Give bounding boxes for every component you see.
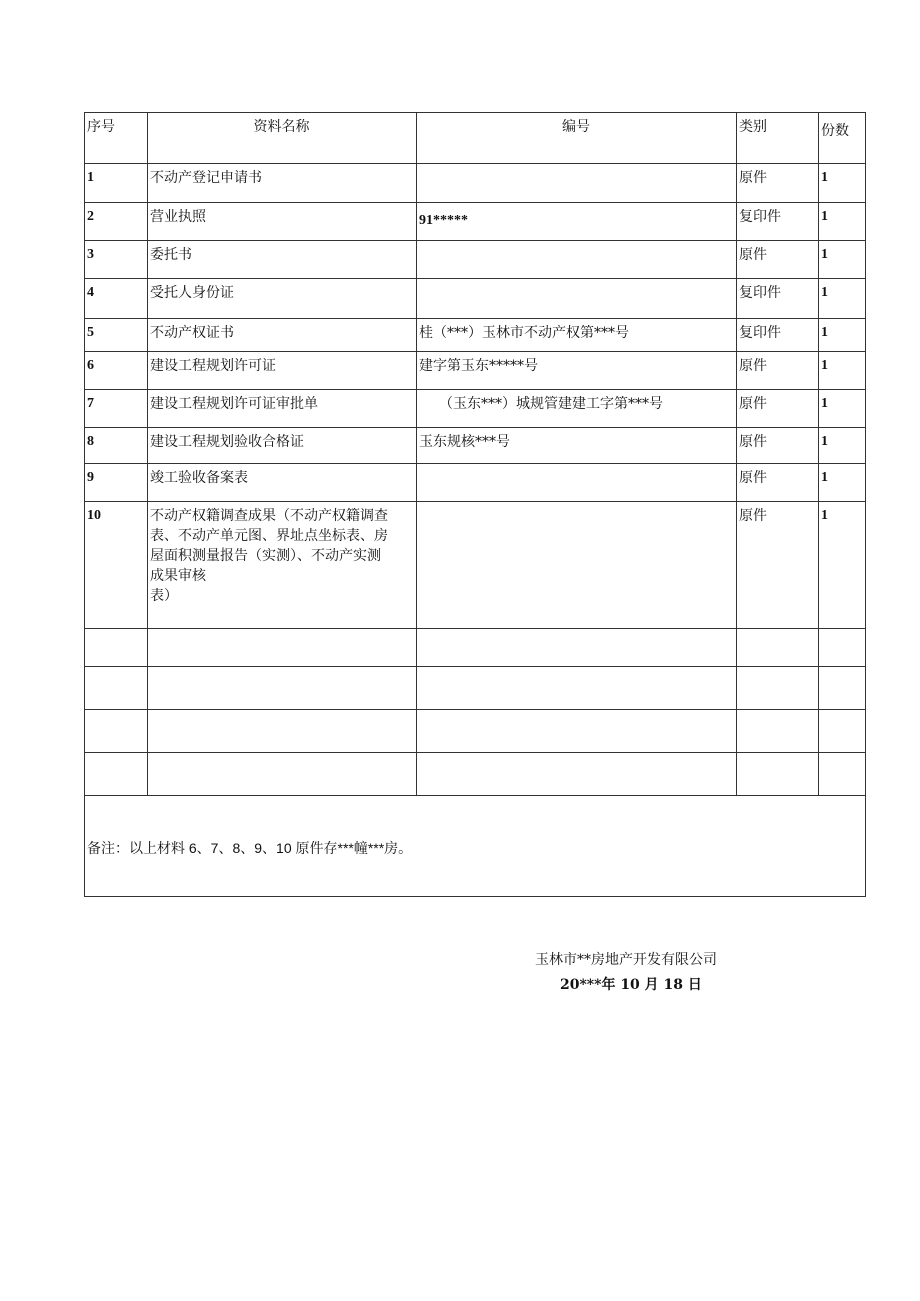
materials-table (84, 112, 866, 897)
row-category: 复印件 (737, 279, 819, 319)
row-name: 营业执照 (148, 203, 417, 241)
empty-cell (737, 629, 819, 667)
empty-cell (819, 753, 866, 796)
empty-row (85, 667, 866, 710)
table-header-row (85, 113, 866, 164)
row-seq: 2 (85, 203, 148, 241)
row-number: 建字第玉东*****号 (417, 352, 737, 390)
row-seq: 9 (85, 464, 148, 502)
empty-cell (417, 710, 737, 753)
row-seq: 6 (85, 352, 148, 390)
empty-cell (417, 629, 737, 667)
row-number (417, 279, 737, 319)
empty-cell (85, 710, 148, 753)
row-copies: 1 (819, 390, 866, 428)
row-number: 玉东规核***号 (417, 428, 737, 464)
empty-cell (819, 629, 866, 667)
table-row (85, 203, 866, 241)
empty-cell (148, 629, 417, 667)
row-name-line: 成果审核 (150, 568, 206, 584)
row-copies: 1 (819, 203, 866, 241)
row-copies: 1 (819, 241, 866, 279)
row-category: 原件 (737, 352, 819, 390)
empty-cell (737, 710, 819, 753)
table-row (85, 241, 866, 279)
table-row (85, 464, 866, 502)
empty-row (85, 710, 866, 753)
row-category: 原件 (737, 390, 819, 428)
row-category: 复印件 (737, 319, 819, 352)
table-row (85, 352, 866, 390)
notes-row (85, 796, 866, 897)
row-name: 受托人身份证 (148, 279, 417, 319)
row-number (417, 164, 737, 203)
table-row (85, 428, 866, 464)
row-name: 委托书 (148, 241, 417, 279)
company-name: 玉林市**房地产开发有限公司 (535, 952, 717, 968)
empty-cell (737, 753, 819, 796)
empty-cell (85, 753, 148, 796)
row-seq: 4 (85, 279, 148, 319)
row-category: 原件 (737, 428, 819, 464)
row-number (417, 241, 737, 279)
row-seq: 8 (85, 428, 148, 464)
empty-cell (819, 710, 866, 753)
notes-text: 备注：以上材料 6、7、8、9、10 原件存***幢***房。 (85, 796, 866, 897)
empty-cell (417, 667, 737, 710)
header-name: 资料名称 (148, 113, 417, 164)
row-number (417, 502, 737, 629)
row-name-line: 表、不动产单元图、界址点坐标表、房 (150, 528, 388, 544)
table-row (85, 390, 866, 428)
row-name (148, 502, 417, 629)
empty-cell (148, 710, 417, 753)
row-number (417, 464, 737, 502)
row-category: 原件 (737, 241, 819, 279)
row-name: 建设工程规划验收合格证 (148, 428, 417, 464)
row-copies: 1 (819, 502, 866, 629)
row-copies: 1 (819, 164, 866, 203)
row-name: 建设工程规划许可证 (148, 352, 417, 390)
row-copies: 1 (819, 319, 866, 352)
row-number: （玉东***）城规管建建工字第***号 (417, 390, 737, 428)
table-row (85, 502, 866, 629)
header-seq: 序号 (85, 113, 148, 164)
empty-cell (819, 667, 866, 710)
row-seq: 3 (85, 241, 148, 279)
row-name: 竣工验收备案表 (148, 464, 417, 502)
row-seq: 5 (85, 319, 148, 352)
table-row (85, 164, 866, 203)
header-category: 类别 (737, 113, 819, 164)
table-row (85, 279, 866, 319)
header-number: 编号 (417, 113, 737, 164)
empty-cell (417, 753, 737, 796)
row-name-line: 屋面积测量报告（实测）、不动产实测 (150, 548, 381, 564)
row-name: 不动产登记申请书 (148, 164, 417, 203)
row-number: 91***** (417, 203, 737, 241)
empty-row (85, 753, 866, 796)
row-copies: 1 (819, 428, 866, 464)
empty-cell (148, 753, 417, 796)
row-seq: 10 (85, 502, 148, 629)
row-number: 桂（***）玉林市不动产权第***号 (417, 319, 737, 352)
row-copies: 1 (819, 279, 866, 319)
header-copies: 份数 (819, 113, 866, 164)
row-name-line: 不动产权籍调查成果（不动产权籍调查 (150, 508, 388, 524)
signature-date: 20***年 10 月 18 日 (560, 977, 702, 993)
row-copies: 1 (819, 352, 866, 390)
row-seq: 7 (85, 390, 148, 428)
row-seq: 1 (85, 164, 148, 203)
row-name-line: 表） (150, 588, 178, 604)
empty-cell (737, 667, 819, 710)
row-category: 原件 (737, 502, 819, 629)
empty-cell (148, 667, 417, 710)
empty-row (85, 629, 866, 667)
row-category: 复印件 (737, 203, 819, 241)
row-name: 建设工程规划许可证审批单 (148, 390, 417, 428)
row-name: 不动产权证书 (148, 319, 417, 352)
row-category: 原件 (737, 464, 819, 502)
row-category: 原件 (737, 164, 819, 203)
empty-cell (85, 667, 148, 710)
row-copies: 1 (819, 464, 866, 502)
table-row (85, 319, 866, 352)
empty-cell (85, 629, 148, 667)
